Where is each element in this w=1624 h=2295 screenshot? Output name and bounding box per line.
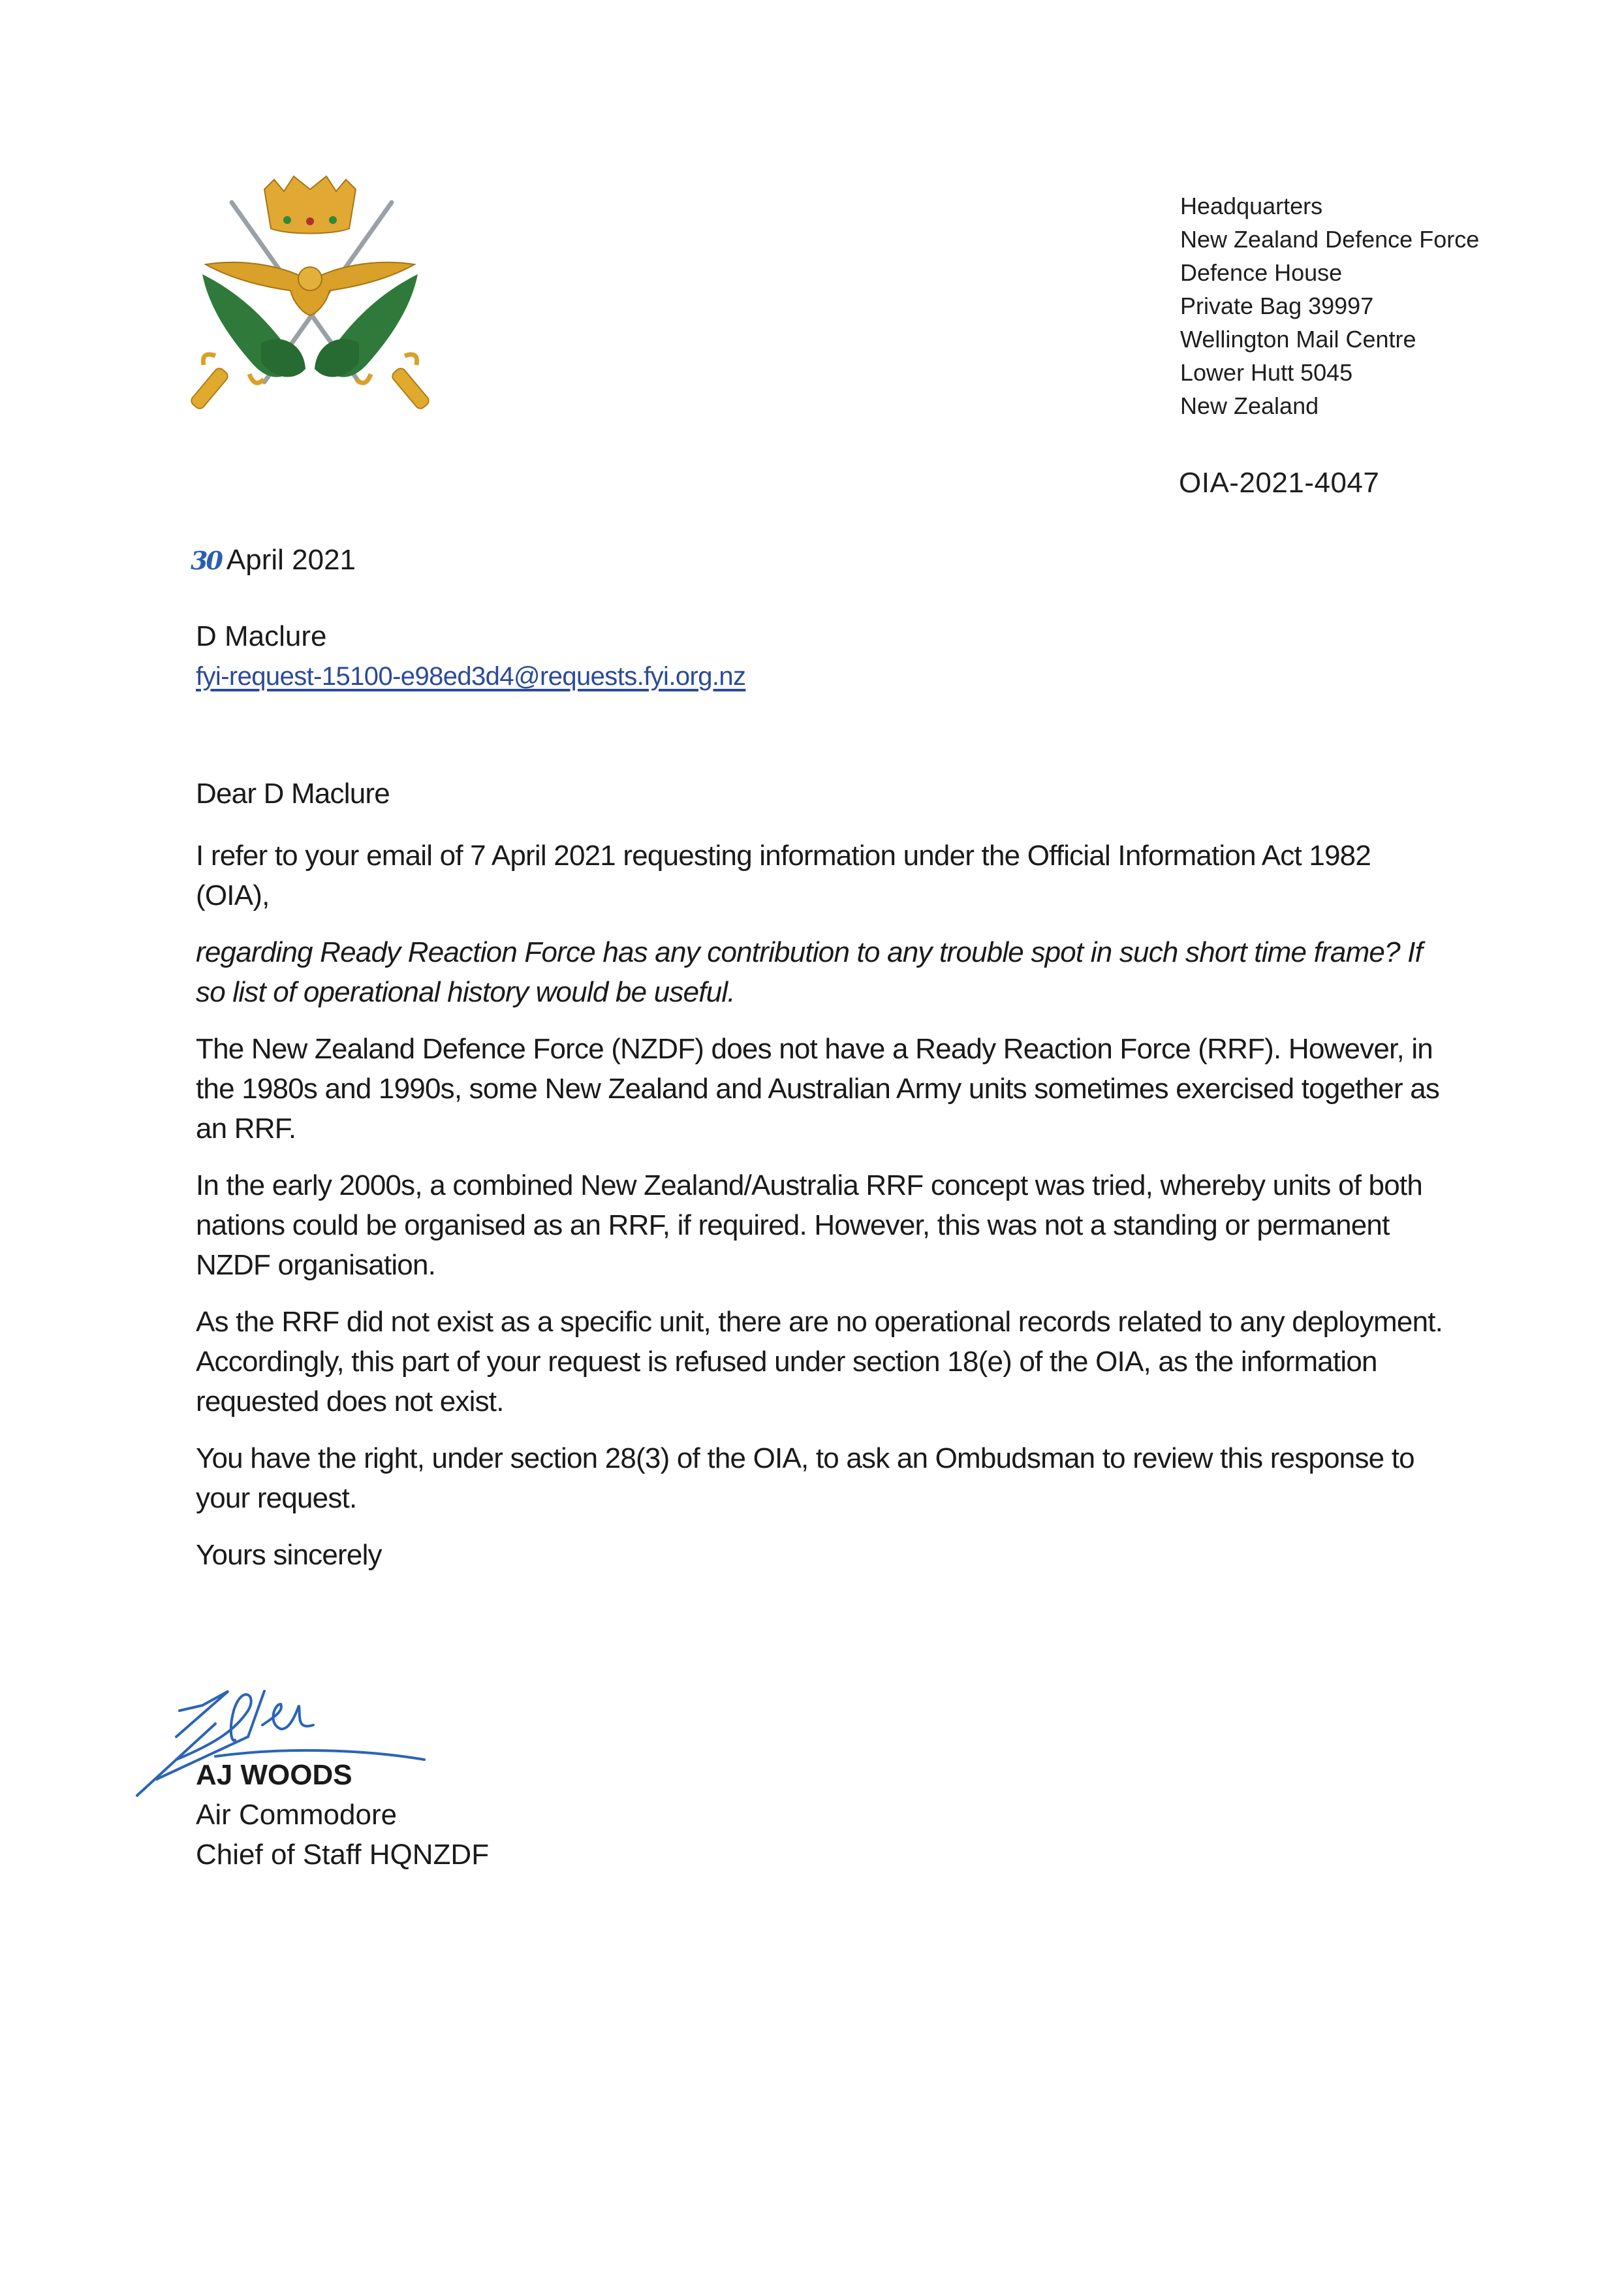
- signatory-block: [196, 1755, 489, 1875]
- recipient-block: [196, 617, 745, 696]
- paragraph-no-rrf: The New Zealand Defence Force (NZDF) does not have a Ready Reaction Force (RRF). However, in the 1980s and 1990s, some New Zealand and Australian Army units sometimes exercised together as an RRF.: [196, 1033, 1440, 1145]
- letter-body: [196, 774, 1449, 1592]
- nzdf-crest-icon: [189, 166, 431, 415]
- address-line: New Zealand: [1180, 392, 1319, 419]
- sender-address: [1180, 189, 1479, 422]
- paragraph-reference: I refer to your email of 7 April 2021 requesting information under the Official Information Act 1982 (OIA),: [196, 840, 1371, 911]
- signatory-position: Chief of Staff HQNZDF: [196, 1839, 490, 1871]
- recipient-name: D Maclure: [196, 620, 327, 652]
- signatory-name: AJ WOODS: [196, 1759, 352, 1791]
- address-line: Wellington Mail Centre: [1180, 326, 1416, 353]
- handwritten-day: 30: [191, 546, 221, 575]
- address-line: Headquarters: [1180, 193, 1323, 219]
- paragraph-request-quote: regarding Ready Reaction Force has any contribution to any trouble spot in such short time frame? If so list of operational history would be useful.: [196, 936, 1423, 1008]
- date-month-year: April 2021: [226, 544, 356, 576]
- salutation: Dear D Maclure: [196, 778, 390, 810]
- address-line: Private Bag 39997: [1180, 293, 1374, 319]
- paragraph-refusal: As the RRF did not exist as a specific unit, there are no operational records related to any deployment. Accordingly, this part of your request is refused under section 18(e) of the OIA, as the information requested does not exist.: [196, 1306, 1443, 1417]
- address-line: Lower Hutt 5045: [1180, 359, 1353, 386]
- letter-date: [191, 544, 356, 577]
- paragraph-2000s-concept: In the early 2000s, a combined New Zealand/Australia RRF concept was tried, whereby units of both nations could be organised as an RRF, if required. However, this was not a standing or permanent NZDF organisation.: [196, 1169, 1422, 1281]
- signatory-rank: Air Commodore: [196, 1799, 398, 1831]
- closing: Yours sincerely: [196, 1539, 382, 1571]
- paragraph-ombudsman: You have the right, under section 28(3) of the OIA, to ask an Ombudsman to review this response to your request.: [196, 1442, 1414, 1514]
- recipient-email-link[interactable]: fyi-request-15100-e98ed3d4@requests.fyi.org.nz: [196, 662, 746, 691]
- address-line: Defence House: [1180, 259, 1343, 286]
- address-line: New Zealand Defence Force: [1180, 226, 1480, 253]
- reference-number: OIA-2021-4047: [1179, 467, 1380, 499]
